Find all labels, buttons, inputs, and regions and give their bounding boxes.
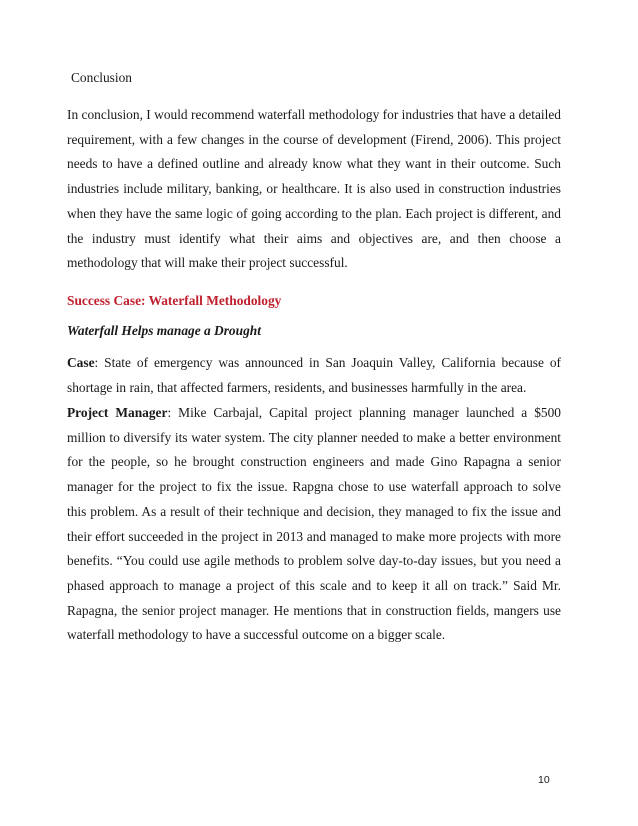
case-text: : State of emergency was announced in San Joaquin Valley, California because of shortage in rain, that affected farmers, residents, and businesses harmfully in the area. (67, 355, 561, 395)
project-manager-label: Project Manager (67, 405, 168, 420)
case-label: Case (67, 355, 95, 370)
page-number: 10 (538, 774, 550, 786)
success-case-heading: Success Case: Waterfall Methodology (67, 293, 282, 308)
project-manager-paragraph (67, 401, 561, 648)
success-case-subheading: Waterfall Helps manage a Drought (67, 323, 261, 338)
conclusion-paragraph: In conclusion, I would recommend waterfall methodology for industries that have a detailed requirement, with a few changes in the course of development (Firend, 2006). This project needs to have a defined outline and already know what they want in their outcome. Such industries include military, banking, or healthcare. It is also used in construction industries when they have the same logic of going according to the plan. Each project is different, and the industry must identify what their aims and objectives are, and then choose a methodology that will make their project successful. (67, 107, 561, 271)
conclusion-heading: Conclusion (71, 70, 133, 85)
project-manager-text: : Mike Carbajal, Capital project planning manager launched a $500 million to diversify its water system. The city planner needed to make a better environment for the people, so he brought construction engineers and made Gino Rapagna a senior manager for the project to fix the issue. Rapgna chose to use waterfall approach to solve this problem. As a result of their technique and decision, they managed to fix the issue and their effort succeeded in the project in 2013 and managed to make more projects with more benefits. “You could use agile methods to problem solve day-to-day issues, but you need a phased approach to manage a project of this scale and to keep it all on track.” Said Mr. Rapagna, the senior project manager. He mentions that in construction fields, mangers use waterfall methodology to have a successful outcome on a bigger scale. (67, 405, 562, 643)
case-paragraph (67, 351, 561, 400)
